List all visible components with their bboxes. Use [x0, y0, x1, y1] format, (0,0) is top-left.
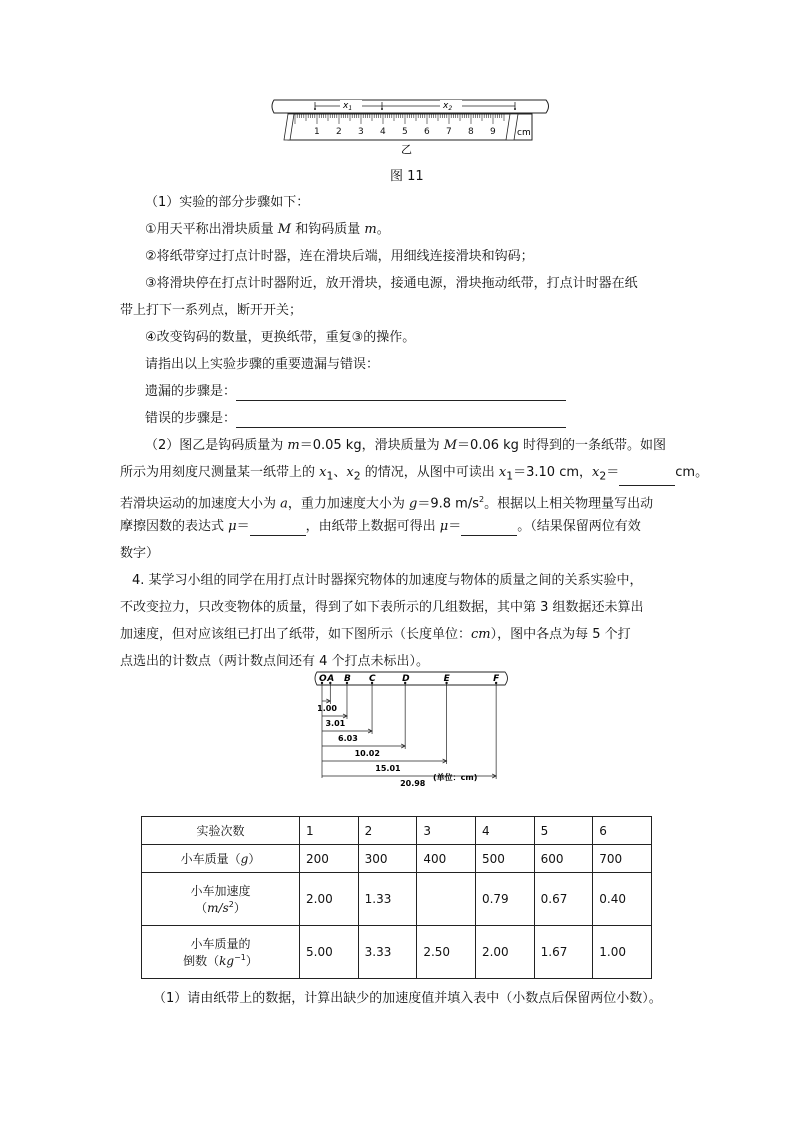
ruler-unit: cm — [517, 128, 531, 138]
table-cell: 2.00 — [300, 873, 359, 926]
steps-intro: （1）实验的部分步骤如下： — [145, 195, 310, 210]
q4-sub1: （1）请由纸带上的数据，计算出缺少的加速度值并填入表中（小数点后保留两位小数）。 — [153, 991, 662, 1006]
ruler-number: 3 — [358, 127, 364, 137]
table-cell: 0.67 — [534, 873, 593, 926]
part2-line2: 所示为用刻度尺测量某一纸带上的 $x_1$、$x_2$ 的情况，从图中可读出 $x_1=3.10$ cm，$x_2=$ cm。 — [120, 464, 708, 486]
wrong-step-row: 错误的步骤是： — [145, 410, 566, 428]
header-inverse-mass: 小车质量的 倒数$(kg^{-1})$ — [142, 926, 300, 979]
ruler-x2-label: $x_2$ — [443, 101, 453, 112]
ruler-number: 9 — [490, 127, 496, 137]
q4-line3: 加速度，但对应该组已打出了纸带，如下图所示（长度单位：cm），图中各点为每 5 个打 — [120, 627, 631, 642]
part2-line1: （2）图乙是钩码质量为 m＝0.05 kg，滑块质量为 M＝0.06 kg 时得到的一条纸带。如图 — [145, 438, 667, 453]
tape-unit-note: (单位：cm) — [433, 773, 478, 782]
table-cell: 1.67 — [534, 926, 593, 979]
ruler-number: 2 — [336, 127, 342, 137]
mu-expression-blank[interactable] — [250, 521, 306, 536]
ruler-figure — [270, 96, 555, 156]
table-row-inverse-mass — [142, 926, 652, 979]
table-cell: 4 — [475, 817, 534, 845]
missing-acceleration-cell[interactable] — [417, 873, 476, 926]
header-acceleration: 小车加速度 $(m/s^2)$ — [142, 873, 300, 926]
tape-distance-label: 6.03 — [338, 734, 358, 743]
ruler-number: 5 — [402, 127, 408, 137]
tape-distance-label: 3.01 — [325, 719, 346, 728]
q4-line2: 不改变拉力，只改变物体的质量，得到了如下表所示的几组数据，其中第 3 组数据还未算出 — [120, 600, 644, 615]
tape-point-label: F — [493, 674, 500, 684]
table-cell: 2 — [358, 817, 417, 845]
tape-point-label: O — [319, 674, 327, 684]
header-mass: 小车质量（g） — [142, 845, 300, 873]
ruler-number: 8 — [468, 127, 474, 137]
table-cell: 600 — [534, 845, 593, 873]
tape-point-label: A — [327, 674, 335, 684]
data-table — [141, 816, 652, 979]
ruler-number: 4 — [380, 127, 386, 137]
header-trials: 实验次数 — [142, 817, 300, 845]
table-cell: 2.00 — [475, 926, 534, 979]
tape-point-label: D — [402, 674, 410, 684]
tape-distance-label: 20.98 — [400, 779, 426, 788]
tape-distance-label: 1.00 — [317, 704, 337, 713]
table-cell: 1.33 — [358, 873, 417, 926]
ruler-number: 1 — [314, 127, 320, 137]
part2-line5: 数字） — [120, 546, 160, 561]
table-cell: 5 — [534, 817, 593, 845]
tape-figure — [305, 668, 515, 790]
table-cell: 300 — [358, 845, 417, 873]
step-2: ②将纸带穿过打点计时器，连在滑块后端，用细线连接滑块和钩码； — [145, 249, 534, 264]
q4-line4: 点选出的计数点（两计数点间还有 4 个打点未标出）。 — [120, 654, 430, 669]
table-cell: 6 — [593, 817, 652, 845]
table-row-mass — [142, 845, 652, 873]
table-cell: 0.40 — [593, 873, 652, 926]
x2-blank[interactable] — [619, 471, 675, 486]
tape-distance-label: 10.02 — [354, 749, 380, 758]
mu-value-blank[interactable] — [461, 521, 517, 536]
ruler-sub-label: 乙 — [401, 143, 412, 156]
table-cell: 500 — [475, 845, 534, 873]
wrong-step-blank[interactable] — [236, 413, 566, 428]
part2-line4: 摩擦因数的表达式 μ＝ ，由纸带上数据可得出 μ＝ 。（结果保留两位有效 — [120, 519, 641, 534]
part2-line3: 若滑块运动的加速度大小为 a，重力加速度大小为 g＝9.8 $m/s^2$。根据以上相关物理量写出动 — [120, 495, 654, 512]
ask-text: 请指出以上实验步骤的重要遗漏与错误： — [145, 357, 380, 372]
table-cell: 1 — [300, 817, 359, 845]
step-3-line1: ③将滑块停在打点计时器附近，放开滑块，接通电源，滑块拖动纸带，打点计时器在纸 — [145, 276, 638, 291]
table-cell: 400 — [417, 845, 476, 873]
paper-tape — [272, 100, 549, 113]
ruler-number: 6 — [424, 127, 430, 137]
table-cell: 0.79 — [475, 873, 534, 926]
ruler-x1-label: $x_1$ — [343, 101, 353, 112]
tape-point-label: E — [443, 674, 450, 684]
table-cell: 3.33 — [358, 926, 417, 979]
table-cell: 1.00 — [593, 926, 652, 979]
step-1: ①用天平称出滑块质量 M 和钩码质量 m。 — [145, 222, 390, 237]
ruler-number: 7 — [446, 127, 452, 137]
step-3-line2: 带上打下一系列点，断开开关； — [120, 303, 303, 318]
tape-distance-label: 15.01 — [375, 764, 401, 773]
missing-step-blank[interactable] — [236, 386, 566, 401]
q4-line1: 4. 某学习小组的同学在用打点计时器探究物体的加速度与物体的质量之间的关系实验中， — [132, 573, 643, 588]
table-row-trials — [142, 817, 652, 845]
missing-step-row: 遗漏的步骤是： — [145, 383, 566, 401]
table-cell: 2.50 — [417, 926, 476, 979]
table-cell: 5.00 — [300, 926, 359, 979]
tape-point-label: C — [369, 674, 376, 684]
table-cell: 700 — [593, 845, 652, 873]
table-cell: 3 — [417, 817, 476, 845]
table-cell: 200 — [300, 845, 359, 873]
step-4: ④改变钩码的数量，更换纸带，重复③的操作。 — [145, 330, 416, 345]
tape-point-label: B — [343, 674, 351, 684]
figure-caption: 图 11 — [390, 169, 424, 184]
table-row-acceleration — [142, 873, 652, 926]
